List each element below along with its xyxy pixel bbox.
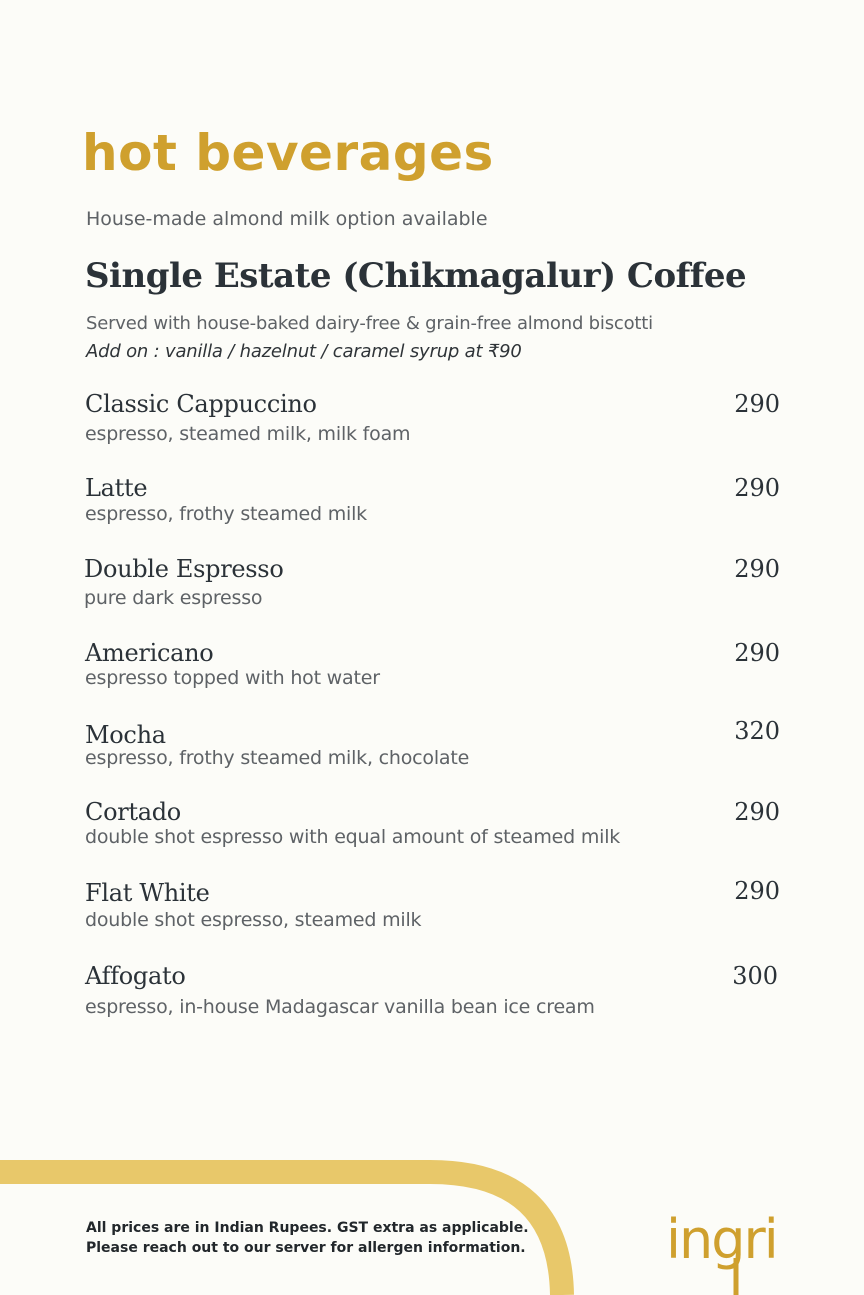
menu-item	[84, 798, 784, 868]
menu-item	[84, 474, 784, 544]
brand-logo-text: ingri	[666, 1208, 777, 1271]
section-heading: Single Estate (Chikmagalur) Coffee	[85, 256, 747, 296]
item-price: 290	[734, 639, 780, 667]
menu-item	[84, 390, 784, 460]
menu-item	[84, 639, 784, 709]
item-price: 290	[734, 555, 780, 583]
page-title: hot beverages	[82, 124, 494, 182]
item-price: 290	[734, 798, 780, 826]
item-name: Classic Cappuccino	[85, 390, 317, 418]
item-name: Cortado	[85, 798, 181, 826]
item-description: espresso, steamed milk, milk foam	[85, 423, 411, 445]
menu-item	[84, 555, 784, 625]
footer-note	[86, 1218, 529, 1258]
item-price: 290	[734, 390, 780, 418]
item-name: Americano	[85, 639, 214, 667]
footer-prices-note: All prices are in Indian Rupees. GST extra as applicable.	[86, 1220, 529, 1236]
menu-item	[84, 717, 784, 790]
item-description: espresso, frothy steamed milk	[85, 503, 367, 525]
item-description: double shot espresso with equal amount of steamed milk	[85, 826, 621, 848]
item-description: espresso, in-house Madagascar vanilla bean ice cream	[85, 996, 595, 1018]
item-name: Double Espresso	[84, 555, 284, 583]
item-description: espresso topped with hot water	[85, 667, 380, 689]
item-description: double shot espresso, steamed milk	[85, 909, 422, 931]
item-price: 290	[734, 474, 780, 502]
ingri-logo-icon	[664, 1200, 784, 1295]
item-price: 300	[732, 962, 778, 990]
section-description: Served with house-baked dairy-free & grain-free almond biscotti	[86, 313, 653, 334]
item-price: 290	[734, 877, 780, 905]
item-name: Flat White	[85, 879, 210, 907]
almond-milk-note: House-made almond milk option available	[86, 208, 488, 230]
section-addon: Add on : vanilla / hazelnut / caramel syrup at ₹90	[86, 341, 522, 362]
menu-item	[84, 879, 784, 949]
item-price: 320	[734, 717, 780, 745]
menu-item	[84, 962, 784, 1032]
footer-allergen-note: Please reach out to our server for allergen information.	[86, 1240, 526, 1256]
item-description: espresso, frothy steamed milk, chocolate	[85, 747, 470, 769]
item-name: Affogato	[85, 962, 186, 990]
item-name: Mocha	[85, 721, 166, 749]
item-description: pure dark espresso	[84, 587, 263, 609]
item-name: Latte	[85, 474, 148, 502]
